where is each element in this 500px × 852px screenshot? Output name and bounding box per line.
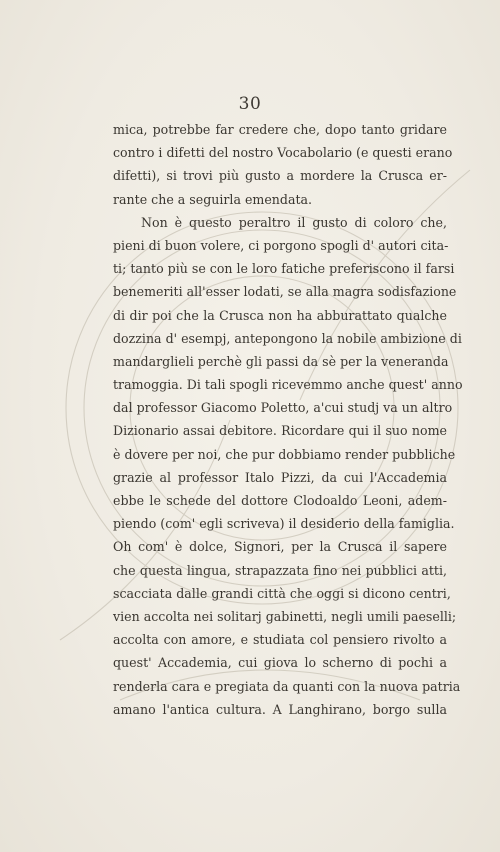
- page-number: 30: [238, 94, 262, 114]
- text-line: scacciata dalle grandi città che oggi si dicono centri,: [113, 585, 451, 601]
- body-text: [113, 118, 463, 721]
- text-line: dal professor Giacomo Poletto, a'cui studj va un altro: [113, 400, 453, 416]
- text-line: benemeriti all'esser lodati, se alla magra sodisfazione: [113, 284, 457, 300]
- text-line: difetti), si trovi più gusto a mordere la Crusca er-: [113, 168, 447, 184]
- paragraph-start-line: Non è questo peraltro il gusto di coloro che,: [141, 214, 447, 230]
- text-line: è dovere per noi, che pur dobbiamo render pubbliche: [113, 446, 456, 462]
- text-line: quest' Accademia, cui giova lo scherno di pochi a: [113, 655, 447, 671]
- text-line: amano l'antica cultura. A Langhirano, borgo sulla: [113, 701, 447, 717]
- text-line: pieni di buon volere, ci porgono spogli d' autori cita-: [113, 237, 449, 253]
- text-line: che questa lingua, strapazzata fino nei pubblici atti,: [113, 562, 447, 578]
- text-line: accolta con amore, e studiata col pensiero rivolto a: [113, 632, 447, 648]
- text-line: mica, potrebbe far credere che, dopo tanto gridare: [113, 122, 447, 137]
- text-line: ebbe le schede del dottore Clodoaldo Leoni, adem-: [113, 493, 447, 508]
- text-line: grazie al professor Italo Pizzi, da cui l'Accademia: [113, 469, 447, 485]
- text-line: piendo (com' egli scriveva) il desiderio della famiglia.: [113, 516, 455, 532]
- text-line: ti; tanto più se con le loro fatiche preferiscono il farsi: [113, 261, 455, 277]
- text-line: contro i difetti del nostro Vocabolario (e questi erano: [113, 145, 453, 161]
- text-line: di dir poi che la Crusca non ha abburattato qualche: [113, 307, 447, 323]
- text-line: renderla cara e pregiata da quanti con la nuova patria: [113, 678, 461, 694]
- text-line: tramoggia. Di tali spogli ricevemmo anche quest' anno: [113, 377, 463, 393]
- text-line: Oh com' è dolce, Signori, per la Crusca il sapere: [113, 539, 447, 555]
- text-line: vien accolta nei solitarj gabinetti, negli umili paeselli;: [113, 608, 457, 624]
- text-line: mandarglieli perchè gli passi da sè per la veneranda: [113, 353, 449, 369]
- text-line: rante che a seguirla emendata.: [113, 191, 313, 207]
- text-line: dozzina d' esempj, antepongono la nobile ambizione di: [113, 330, 462, 346]
- text-line: Dizionario assai debitore. Ricordare qui il suo nome: [113, 423, 447, 439]
